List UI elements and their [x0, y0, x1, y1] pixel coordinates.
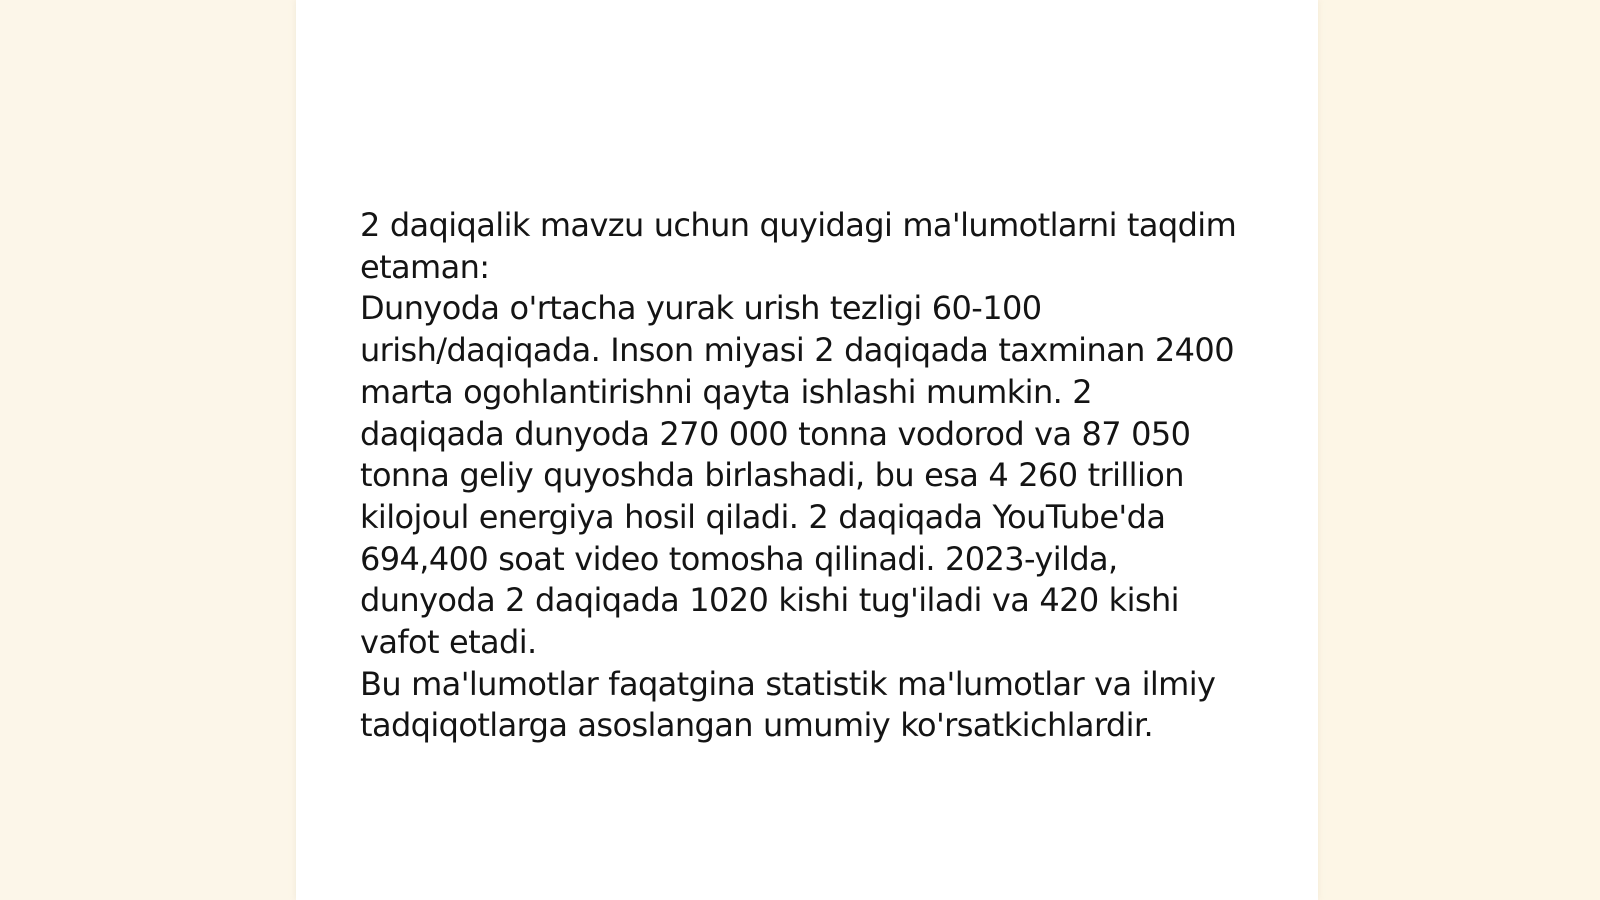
- conclusion-paragraph: Bu ma'lumotlar faqatgina statistik ma'lumotlar va ilmiy tadqiqotlarga asoslangan umumiy ko'rsatkichlardir.: [360, 664, 1216, 745]
- background-right: [1318, 0, 1600, 900]
- document-body: [360, 205, 1240, 747]
- intro-paragraph: 2 daqiqalik mavzu uchun quyidagi ma'lumotlarni taqdim etaman:: [360, 206, 1237, 286]
- background-left: [0, 0, 296, 900]
- facts-paragraph: Dunyoda o'rtacha yurak urish tezligi 60-100 urish/daqiqada. Inson miyasi 2 daqiqada taxminan 2400 marta ogohlantirishni qayta ishlashi mumkin. 2 daqiqada dunyoda 270 000 tonna vodorod va 87 050 tonna geliy quyoshda birlashadi, bu esa 4 260 trillion kilojoul energiya hosil qiladi. 2 daqiqada YouTube'da 694,400 soat video tomosha qilinadi. 2023-yilda, dunyoda 2 daqiqada 1020 kishi tug'iladi va 420 kishi vafot etadi.: [360, 289, 1234, 662]
- document-page: [296, 0, 1318, 900]
